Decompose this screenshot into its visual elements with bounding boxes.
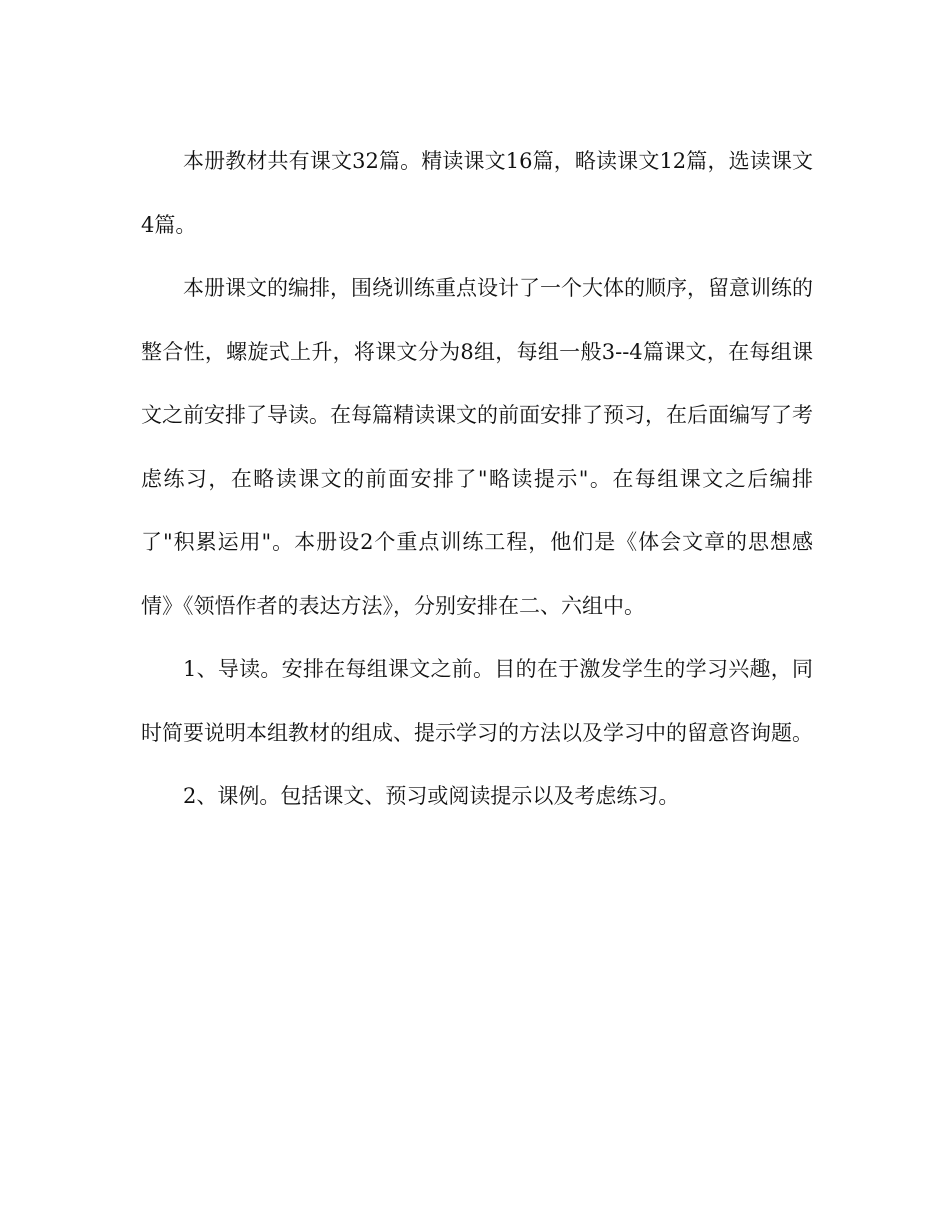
paragraph-guide-reading: 1、导读。安排在每组课文之前。目的在于激发学生的学习兴趣，同时简要说明本组教材的组成、提示学习的方法以及学习中的留意咨询题。 xyxy=(141,657,813,745)
paragraph-arrangement: 本册课文的编排，围绕训练重点设计了一个大体的顺序，留意训练的整合性，螺旋式上升，将课文分为8组，每组一般3--4篇课文，在每组课文之前安排了导读。在每篇精读课文的前面安排了预习，在后面编写了考虑练习，在略读课文的前面安排了"略读提示"。在每组课文之后编排了"积累运用"。本册设2个重点训练工程，他们是《体会文章的思想感情》《领悟作者的表达方法》，分别安排在二、六组中。 xyxy=(141,276,813,618)
document-body xyxy=(141,130,813,829)
paragraph-lesson-examples: 2、课例。包括课文、预习或阅读提示以及考虑练习。 xyxy=(183,784,680,808)
paragraph-lesson-count: 本册教材共有课文32篇。精读课文16篇，略读课文12篇，选读课文4篇。 xyxy=(141,149,813,237)
